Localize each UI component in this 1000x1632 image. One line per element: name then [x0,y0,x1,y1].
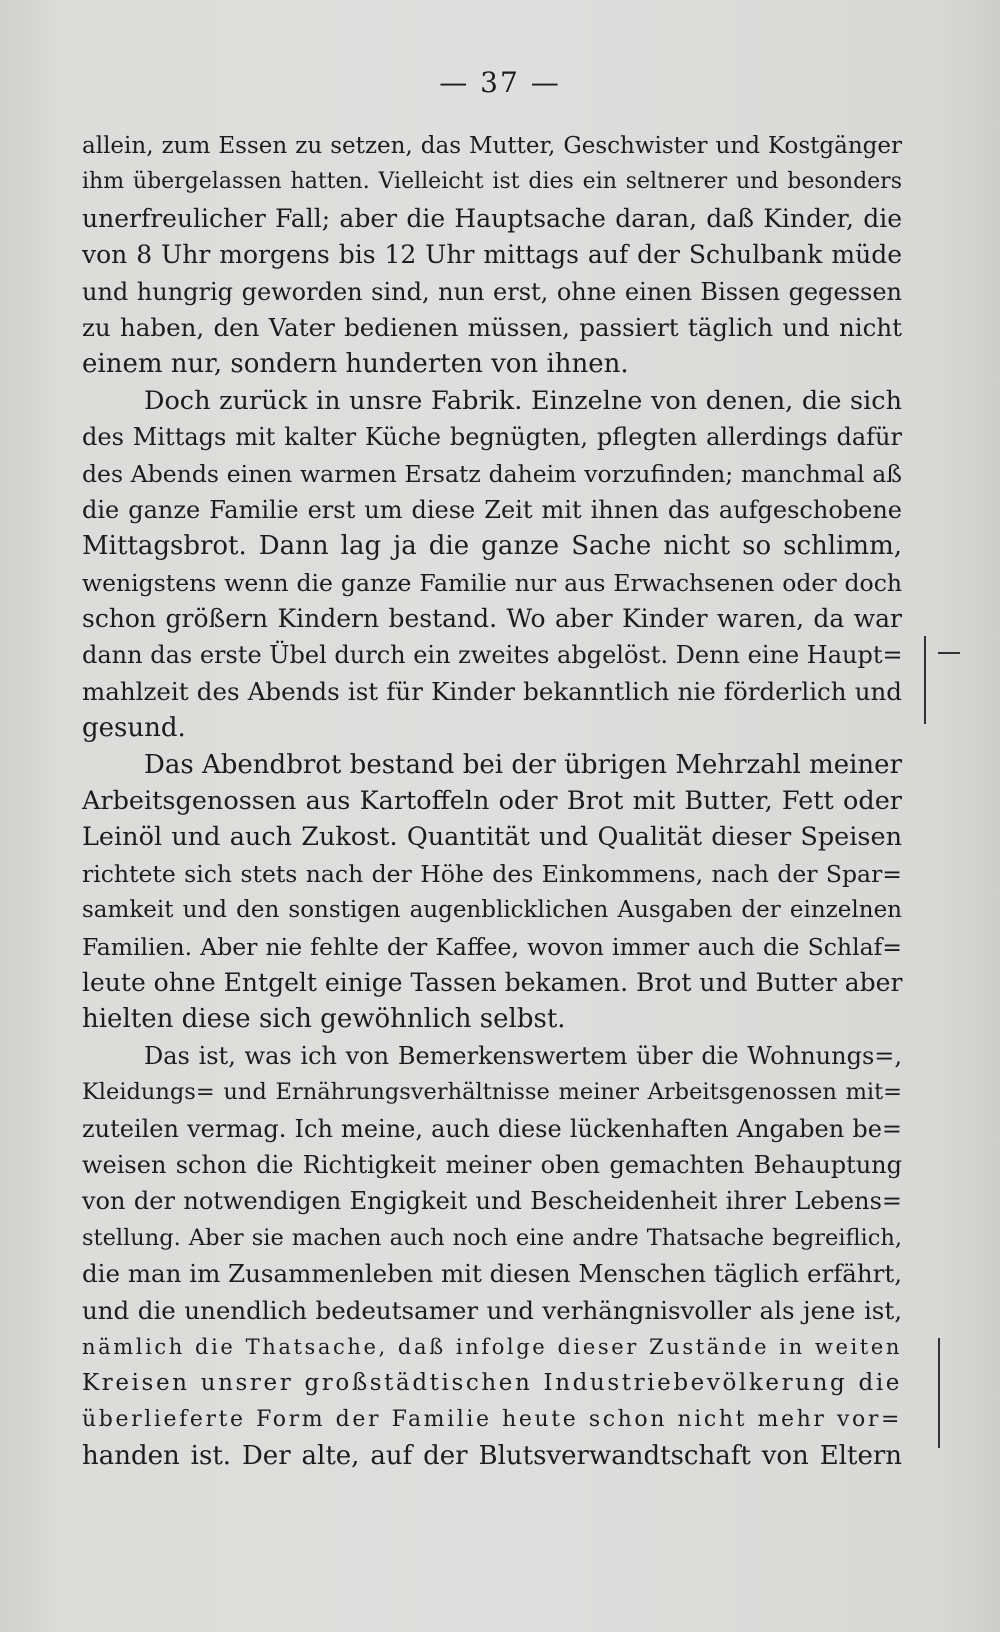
text-line: und die unendlich bedeutsamer und verhängnisvoller als jene ist, [82,1295,902,1325]
text-line: einem nur, sondern hunderten von ihnen. [82,349,629,380]
text-line: die man im Zusammenleben mit diesen Menschen täglich erfährt, [82,1259,902,1289]
text-line: zuteilen vermag. Ich meine, auch diese lückenhaften Angaben be= [82,1114,902,1143]
text-line: und hungrig geworden sind, nun erst, ohne einen Bissen gegessen [82,277,902,306]
body-text [82,128,902,1474]
text-line: zu haben, den Vater bedienen müssen, passiert täglich und nicht [82,312,902,342]
text-line: die ganze Familie erst um diese Zeit mit ihnen das aufgeschobene [82,495,902,524]
text-line-emphasis: nämlich die Thatsache, daß infolge dieser Zustände in weiten [82,1334,902,1359]
text-line: des Abends einen warmen Ersatz daheim vorzufinden; manchmal aß [82,459,902,488]
text-line: ihm übergelassen hatten. Vielleicht ist dies ein seltnerer und besonders [82,169,902,195]
text-line: handen ist. Der alte, auf der Blutsverwandtschaft von Eltern [82,1441,902,1472]
text-line: Das Abendbrot bestand bei der übrigen Mehrzahl meiner [144,749,902,780]
text-line: weisen schon die Richtigkeit meiner oben gemachten Behauptung [82,1150,902,1179]
text-line: samkeit und den sonstigen augenblicklichen Ausgaben der einzelnen [82,897,902,924]
text-line: Familien. Aber nie fehlte der Kaffee, wovon immer auch die Schlaf= [82,932,902,961]
text-line: dann das erste Übel durch ein zweites abgelöst. Denn eine Haupt= [82,641,903,670]
text-line: allein, zum Essen zu setzen, das Mutter, Geschwister und Kostgänger [82,133,902,159]
text-line: leute ohne Entgelt einige Tassen bekamen. Brot und Butter aber [82,967,903,997]
margin-dash [938,652,960,654]
text-line: von 8 Uhr morgens bis 12 Uhr mittags auf der Schulbank müde [82,240,902,270]
text-line: Kleidungs= und Ernährungsverhältnisse meiner Arbeitsgenossen mit= [82,1079,902,1106]
text-line: des Mittags mit kalter Küche begnügten, pflegten allerdings dafür [82,423,902,452]
text-line: Mittagsbrot. Dann lag ja die ganze Sache nicht so schlimm, [82,531,902,562]
text-line: Doch zurück in unsre Fabrik. Einzelne von denen, die sich [144,385,902,416]
text-line: richtete sich stets nach der Höhe des Einkommens, nach der Spar= [82,859,902,888]
text-line: wenigstens wenn die ganze Familie nur aus Erwachsenen oder doch [82,568,902,597]
text-line: Leinöl und auch Zukost. Quantität und Qualität dieser Speisen [82,822,902,853]
text-line: mahlzeit des Abends ist für Kinder bekanntlich nie förderlich und [82,676,902,706]
text-line: von der notwendigen Engigkeit und Bescheidenheit ihrer Lebens= [82,1187,902,1216]
margin-bracket [924,636,926,724]
text-line-emphasis: überlieferte Form der Familie heute schon nicht mehr vor= [82,1406,902,1432]
text-line: Das ist, was ich von Bemerkenswertem über die Wohnungs=, [144,1041,902,1070]
text-line: Arbeitsgenossen aus Kartoffeln oder Brot mit Butter, Fett oder [82,786,902,817]
text-line: gesund. [82,713,186,744]
text-line: schon größern Kindern bestand. Wo aber Kinder waren, da war [82,604,902,634]
text-line-emphasis: Kreisen unsrer großstädtischen Industriebevölkerung die [82,1370,902,1397]
margin-bracket [938,1338,940,1448]
text-line: unerfreulicher Fall; aber die Hauptsache daran, daß Kinder, die [82,203,902,233]
text-line: hielten diese sich gewöhnlich selbst. [82,1004,566,1035]
text-line: stellung. Aber sie machen auch noch eine andre Thatsache begreiflich, [82,1224,902,1251]
page-number: — 37 — [439,66,561,99]
